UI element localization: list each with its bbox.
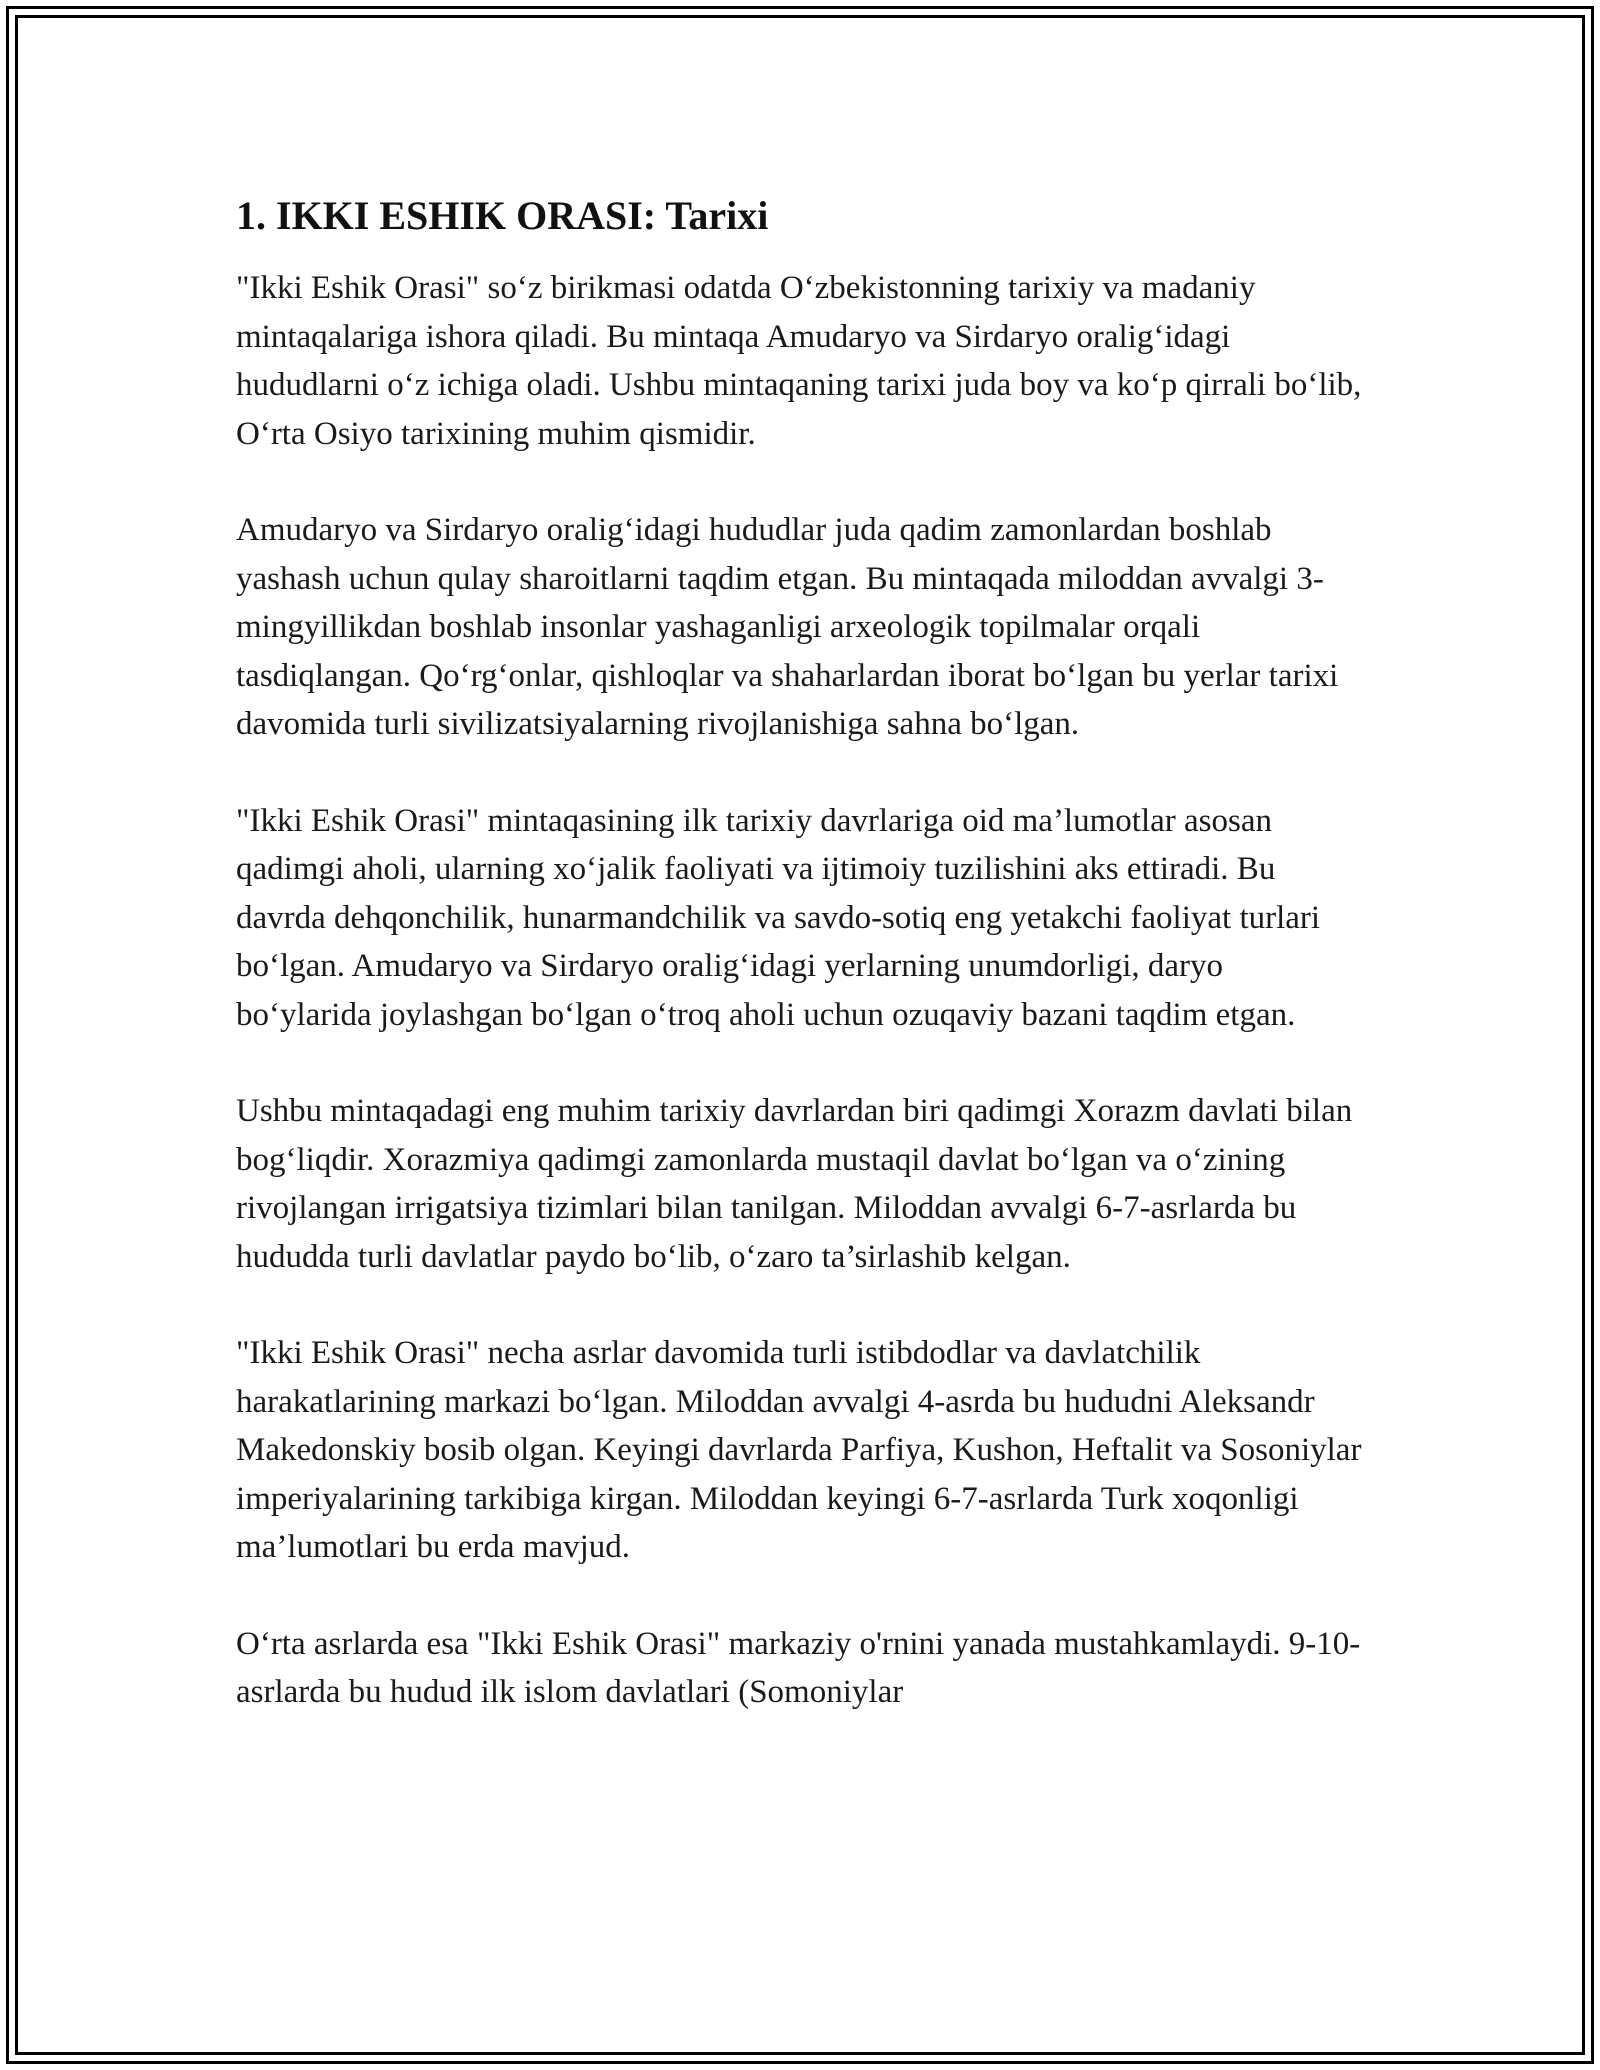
- paragraph-1: "Ikki Eshik Orasi" so‘z birikmasi odatda O‘zbekistonning tarixiy va madaniy mintaqalariga ishora qiladi. Bu mintaqa Amudaryo va Sirdaryo oralig‘idagi hududlarni o‘z ichiga oladi. Ushbu mintaqaning tarixi juda boy va ko‘p qirrali bo‘lib, O‘rta Osiyo tarixining muhim qismidir.: [236, 270, 1362, 452]
- section-heading: 1. IKKI ESHIK ORASI: Tarixi: [236, 193, 769, 238]
- paragraph-5: "Ikki Eshik Orasi" necha asrlar davomida turli istibdodlar va davlatchilik harakatlarining markazi bo‘lgan. Miloddan avvalgi 4-asrda bu hududni Aleksandr Makedonskiy bosib olgan. Keyingi davrlarda Parfiya, Kushon, Heftalit va Sosoniylar imperiyalarining tarkibiga kirgan. Miloddan keyingi 6-7-asrlarda Turk xoqonligi ma’lumotlari bu erda mavjud.: [236, 1335, 1362, 1565]
- paragraph-4: Ushbu mintaqadagi eng muhim tarixiy davrlardan biri qadimgi Xorazm davlati bilan bog‘liqdir. Xorazmiya qadimgi zamonlarda mustaqil davlat bo‘lgan va o‘zining rivojlangan irrigatsiya tizimlari bilan tanilgan. Miloddan avvalgi 6-7-asrlarda bu hududda turli davlatlar paydo bo‘lib, o‘zaro ta’sirlashib kelgan.: [236, 1093, 1353, 1275]
- document-body: [236, 190, 1366, 1765]
- paragraph-2: Amudaryo va Sirdaryo oralig‘idagi hududlar juda qadim zamonlardan boshlab yashash uchun qulay sharoitlarni taqdim etgan. Bu mintaqada miloddan avvalgi 3-mingyillikdan boshlab insonlar yashaganligi arxeologik topilmalar orqali tasdiqlangan. Qo‘rg‘onlar, qishloqlar va shaharlardan iborat bo‘lgan bu yerlar tarixi davomida turli sivilizatsiyalarning rivojlanishiga sahna bo‘lgan.: [236, 512, 1339, 742]
- paragraph-6: O‘rta asrlarda esa "Ikki Eshik Orasi" markaziy o'rnini yanada mustahkamlaydi. 9-10-asrlarda bu hudud ilk islom davlatlari (Somoniylar: [236, 1625, 1361, 1710]
- paragraph-3: "Ikki Eshik Orasi" mintaqasining ilk tarixiy davrlariga oid ma’lumotlar asosan qadimgi aholi, ularning xo‘jalik faoliyati va ijtimoiy tuzilishini aks ettiradi. Bu davrda dehqonchilik, hunarmandchilik va savdo-sotiq eng yetakchi faoliyat turlari bo‘lgan. Amudaryo va Sirdaryo oralig‘idagi yerlarning unumdorligi, daryo bo‘ylarida joylashgan bo‘lgan o‘troq aholi uchun ozuqaviy bazani taqdim etgan.: [236, 802, 1321, 1033]
